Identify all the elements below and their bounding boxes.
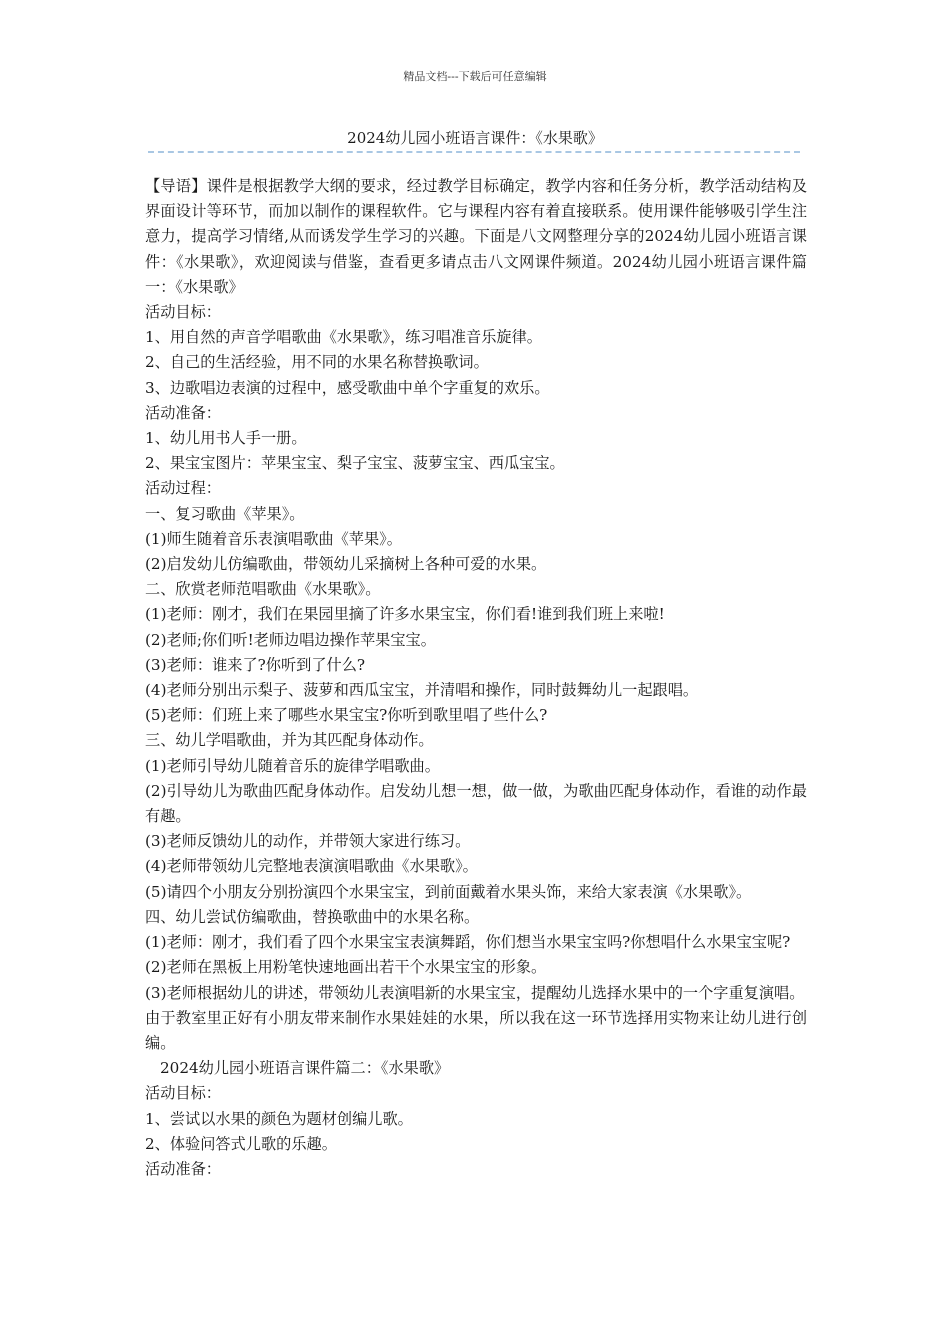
paragraph: (2)引导幼儿为歌曲匹配身体动作。启发幼儿想一想，做一做，为歌曲匹配身体动作，看谁的动作最有趣。 xyxy=(145,781,807,826)
document-title: 2024幼儿园小班语言课件：《水果歌》 xyxy=(347,129,603,147)
paragraph: (2)老师在黑板上用粉笔快速地画出若干个水果宝宝的形象。 xyxy=(145,958,547,977)
paragraph: (2)启发幼儿仿编歌曲，带领幼儿采摘树上各种可爱的水果。 xyxy=(145,555,547,574)
paragraph: 由于教室里正好有小朋友带来制作水果娃娃的水果，所以我在这一环节选择用实物来让幼儿进行创编。 xyxy=(145,1008,807,1052)
paragraph: 三、幼儿学唱歌曲，并为其匹配身体动作。 xyxy=(145,731,434,750)
paragraph: (5)老师：们班上来了哪些水果宝宝?你听到歌里唱了些什么? xyxy=(145,706,548,725)
paragraph: (3)老师根据幼儿的讲述，带领幼儿表演唱新的水果宝宝，提醒幼儿选择水果中的一个字重复演唱。 xyxy=(145,983,805,1002)
paragraph: 四、幼儿尝试仿编歌曲，替换歌曲中的水果名称。 xyxy=(145,907,480,926)
paragraph: 活动准备： xyxy=(145,1159,221,1178)
paragraph: (5)请四个小朋友分别扮演四个水果宝宝，到前面戴着水果头饰，来给大家表演《水果歌》。 xyxy=(145,882,752,901)
paragraph: 活动过程： xyxy=(145,479,221,498)
section-heading: 2024幼儿园小班语言课件篇二：《水果歌》 xyxy=(160,1059,450,1078)
paragraph: 2、自己的生活经验，用不同的水果名称替换歌词。 xyxy=(145,353,489,372)
title-divider xyxy=(148,151,800,153)
intro-paragraph: 【导语】课件是根据教学大纲的要求，经过教学目标确定，教学内容和任务分析，教学活动结构及界面设计等环节，而加以制作的课程软件。它与课程内容有着直接联系。使用课件能够吸引学生注意力，提高学习情绪,从而诱发学生学习的兴趣。下面是八文网整理分享的2024幼儿园小班语言课件：《水果歌》，欢迎阅读与借鉴，查看更多请点击八文网课件频道。2024幼儿园小班语言课件篇一：《水果歌》 xyxy=(145,177,807,296)
paragraph: 活动准备： xyxy=(145,403,221,422)
paragraph: 活动目标： xyxy=(145,303,221,322)
paragraph: (1)老师引导幼儿随着音乐的旋律学唱歌曲。 xyxy=(145,756,440,775)
paragraph: 1、幼儿用书人手一册。 xyxy=(145,429,307,448)
paragraph: (1)老师：刚才，我们在果园里摘了许多水果宝宝，你们看!谁到我们班上来啦! xyxy=(145,605,665,624)
paragraph: (1)老师：刚才，我们看了四个水果宝宝表演舞蹈，你们想当水果宝宝吗?你想唱什么水果宝宝呢? xyxy=(145,933,791,952)
paragraph: (1)师生随着音乐表演唱歌曲《苹果》。 xyxy=(145,529,402,548)
paragraph: 一、复习歌曲《苹果》。 xyxy=(145,504,305,523)
paragraph: 1、用自然的声音学唱歌曲《水果歌》，练习唱准音乐旋律。 xyxy=(145,328,542,347)
paragraph: (2)老师;你们听!老师边唱边操作苹果宝宝。 xyxy=(145,630,436,649)
paragraph: 3、边歌唱边表演的过程中，感受歌曲中单个字重复的欢乐。 xyxy=(145,378,550,397)
paragraph: (4)老师分别出示梨子、菠萝和西瓜宝宝，并清唱和操作，同时鼓舞幼儿一起跟唱。 xyxy=(145,681,699,700)
paragraph: 活动目标： xyxy=(145,1084,221,1103)
paragraph: 1、尝试以水果的颜色为题材创编儿歌。 xyxy=(145,1109,413,1128)
paragraph: 2、体验问答式儿歌的乐趣。 xyxy=(145,1134,337,1153)
paragraph: (4)老师带领幼儿完整地表演演唱歌曲《水果歌》。 xyxy=(145,857,478,876)
paragraph: 2、果宝宝图片：苹果宝宝、梨子宝宝、菠萝宝宝、西瓜宝宝。 xyxy=(145,454,565,473)
paragraph: (3)老师：谁来了?你听到了什么? xyxy=(145,655,366,674)
header-note: 精品文档---下载后可任意编辑 xyxy=(403,70,547,83)
paragraph: (3)老师反馈幼儿的动作，并带领大家进行练习。 xyxy=(145,832,471,851)
paragraph: 二、欣赏老师范唱歌曲《水果歌》。 xyxy=(145,580,381,599)
document-body xyxy=(145,174,807,1182)
